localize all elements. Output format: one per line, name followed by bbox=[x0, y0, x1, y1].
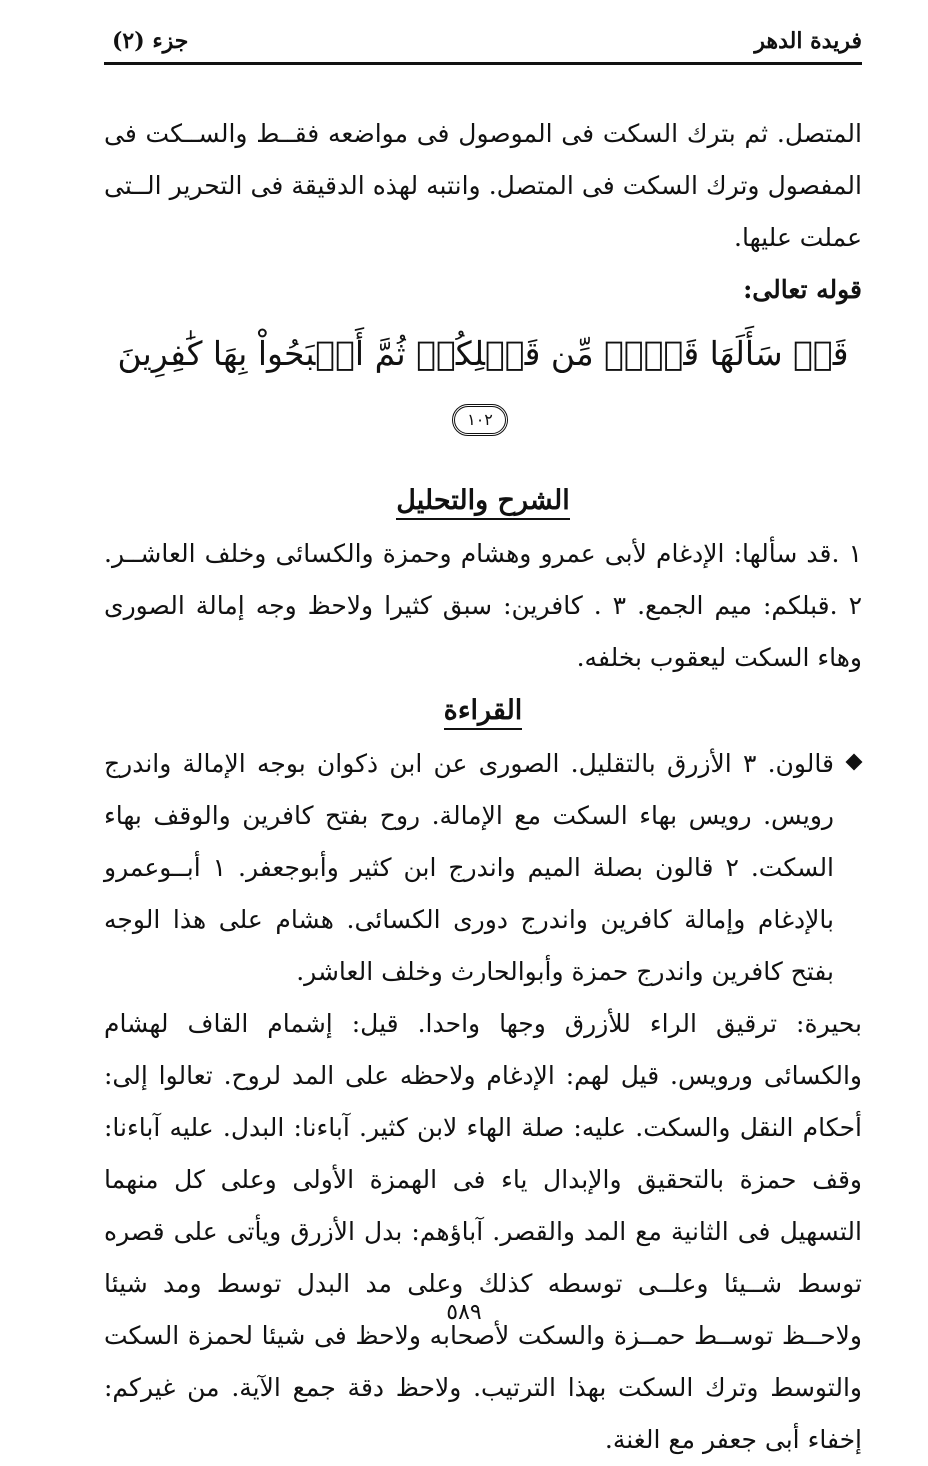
ayah-number-marker: ١٠٢ bbox=[452, 404, 508, 436]
explanation-title-text: الشرح والتحليل bbox=[396, 485, 569, 520]
buhayra-paragraph: بحيرة: ترقيق الراء للأزرق وجها واحدا. قيل: إشمام القاف لهشام والكسائى ورويس. قيل لهم: الإدغام ولاحظه على المد لروح. تعالوا إلى: أحكام النقل والسكت. عليه: صلة الهاء لابن كثير. آباءنا: البدل. عليه آباءنا: وقف حمزة بالتحقيق والإبدال ياء فى الهمزة الأولى وعلى كل منهما التسهيل فى الثانية مع المد والقصر. آباؤهم: بدل الأزرق ويأتى على قصره توسط شــيئا وعلــى توسطه كذلك وعلى مد البدل توسط ومد شيئا ولاحــظ توســط حمــزة والسكت لأصحابه ولاحظ فى شيئا لحمزة السكت والتوسط وترك السكت بهذا الترتيب. ولاحظ دقة جمع الآية. من غيركم: إخفاء أبى جعفر مع الغنة. bbox=[104, 1009, 862, 1454]
reading-title-text: القراءة bbox=[444, 695, 523, 730]
reading-bullet bbox=[104, 738, 862, 998]
running-header bbox=[104, 22, 862, 65]
explanation-title bbox=[104, 474, 862, 528]
page-number: ٥٨٩ bbox=[446, 1300, 482, 1325]
reading-paragraph: قالون. ٣ الأزرق بالتقليل. الصورى عن ابن ذكوان بوجه الإمالة واندرج رويس. رويس بهاء السكت مع الإمالة. روح بفتح كافرين والوقف بهاء السكت. ٢ قالون بصلة الميم واندرج ابن كثير وأبوجعفر. ١ أبــوعمرو بالإدغام وإمالة كافرين واندرج دورى الكسائى. هشام على هذا الوجه بفتح كافرين واندرج حمزة وأبوالحارث وخلف العاشر. bbox=[104, 749, 835, 986]
verse-label: قوله تعالى: bbox=[743, 275, 862, 304]
verse-text: قَدۡ سَأَلَهَا قَوۡمٞ مِّن قَبۡلِكُمۡ ثُمَّ أَصۡبَحُواْ بِهَا كَٰفِرِينَ bbox=[117, 334, 849, 373]
reading-title bbox=[104, 684, 862, 738]
book-title: فريدة الدهر bbox=[754, 28, 862, 54]
intro-paragraph: المتصل. ثم بترك السكت فى الموصول فى مواضعه فقــط والســكت فى المفصول وترك السكت فى المتصل. وانتبه لهذه الدقيقة فى التحرير الــتى عملت عليها. bbox=[104, 119, 862, 252]
quran-verse bbox=[104, 322, 862, 450]
diamond-bullet-icon bbox=[846, 754, 863, 771]
page-body bbox=[104, 108, 862, 1466]
explanation-paragraph: ١ .قد سألها: الإدغام لأبى عمرو وهشام وحمزة والكسائى وخلف العاشــر. ٢ .قبلكم: ميم الجمع. ٣ . كافرين: سبق كثيرا ولاحظ وجه إمالة الصورى وهاء السكت ليعقوب بخلفه. bbox=[104, 539, 862, 672]
volume-label: جزء (٢) bbox=[112, 28, 189, 54]
